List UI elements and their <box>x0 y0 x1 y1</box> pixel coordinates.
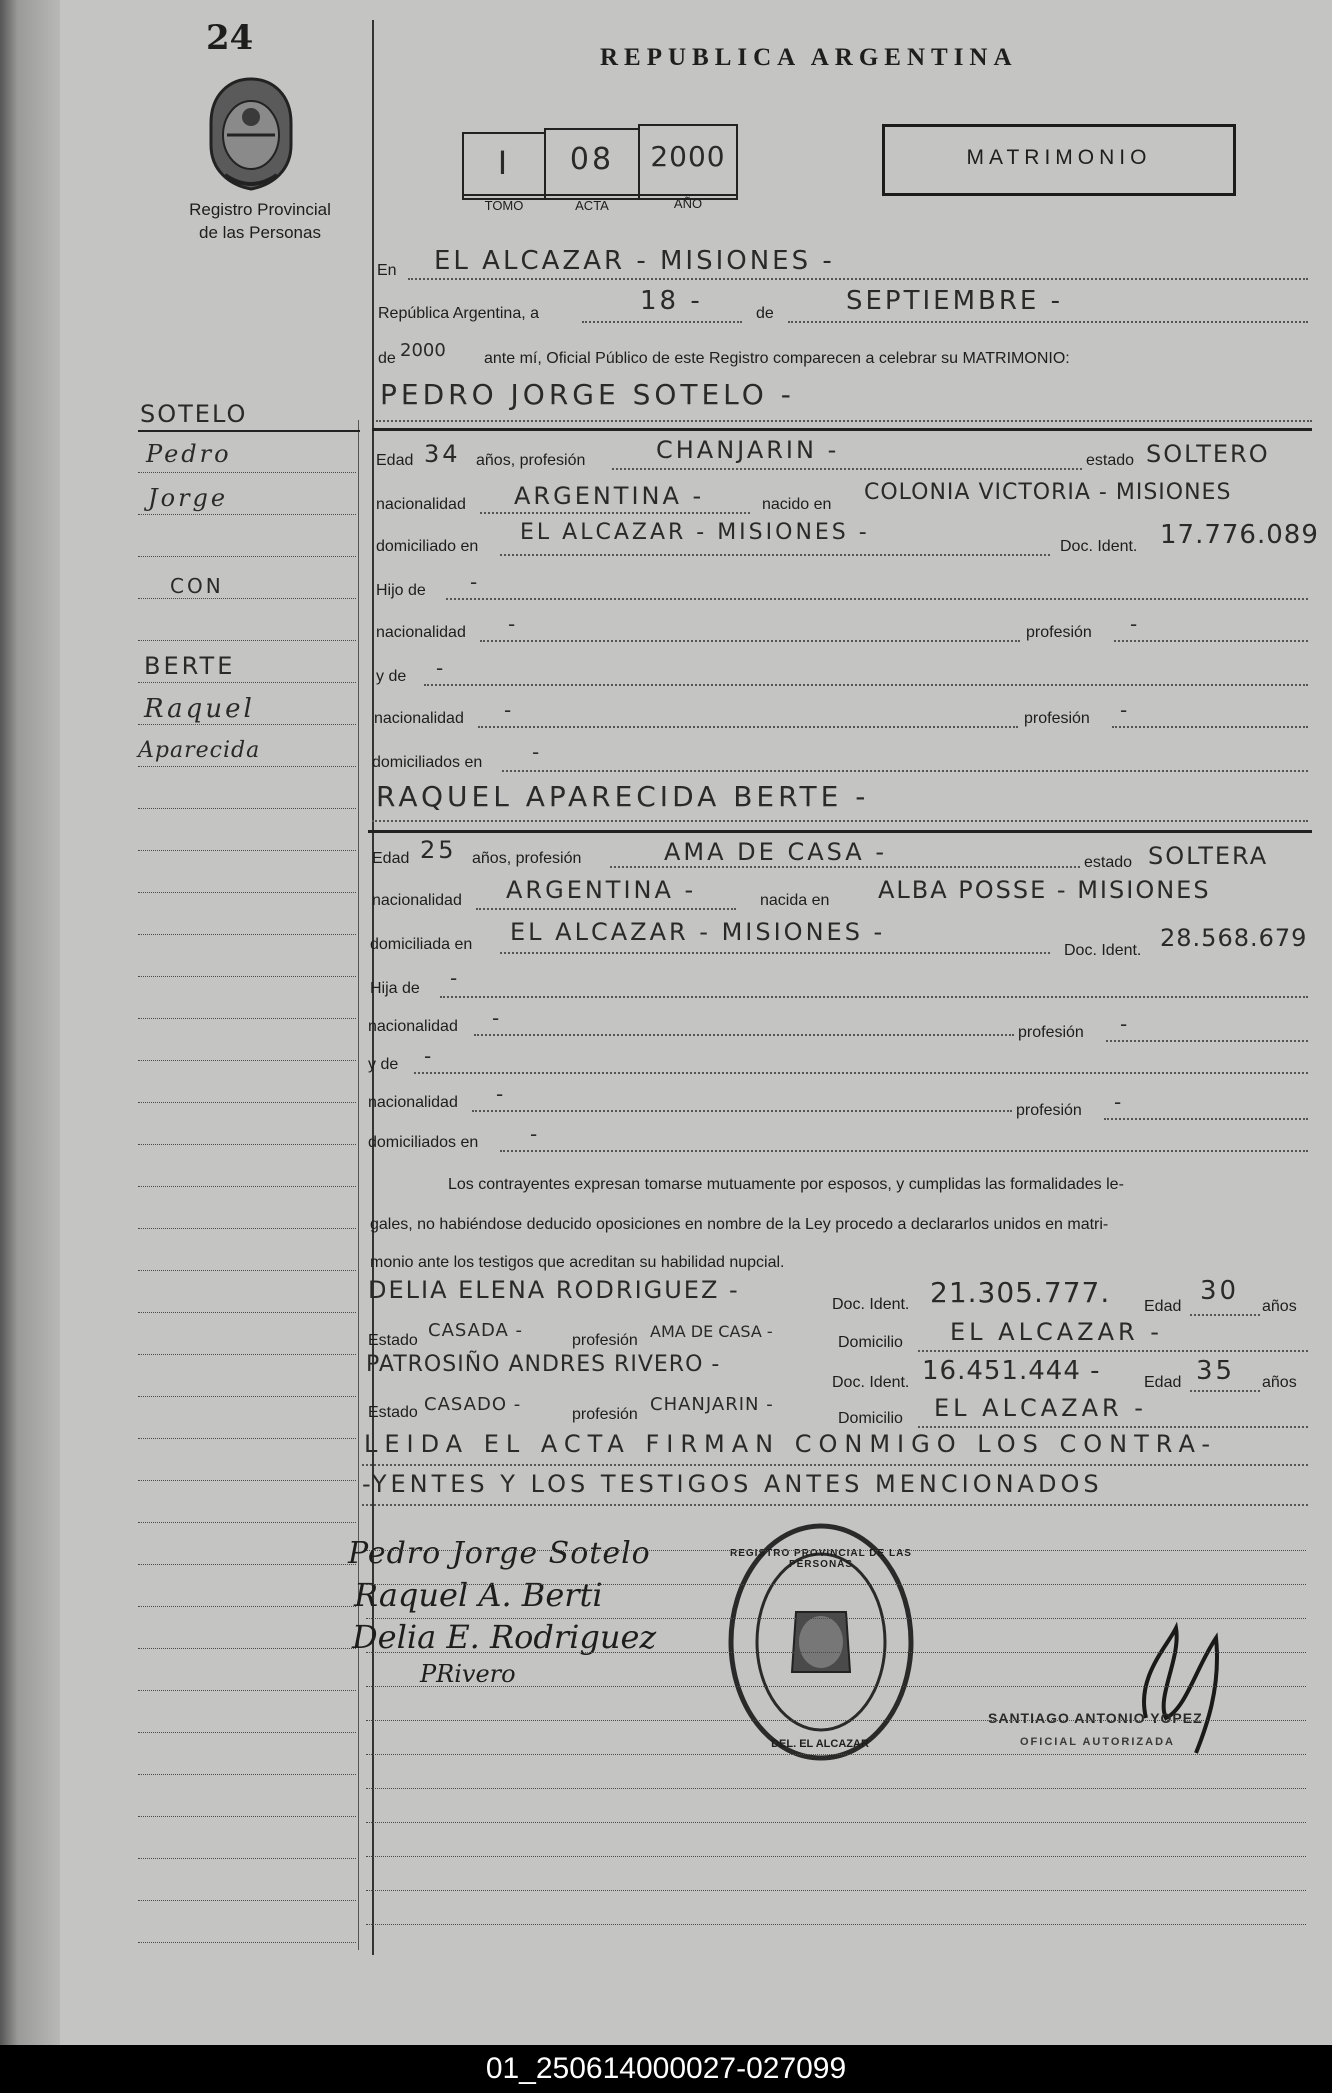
witness1-domicilio: EL ALCAZAR - <box>950 1318 1163 1346</box>
acta-label: ACTA <box>575 198 609 213</box>
bride-domicilio: EL ALCAZAR - MISIONES - <box>510 918 886 946</box>
margin-ruled-line <box>138 1186 356 1187</box>
witness2-profesion: CHANJARIN - <box>650 1394 774 1415</box>
groom-prof3-value: - <box>1120 698 1131 722</box>
witness2-edad: 35 <box>1196 1356 1236 1386</box>
margin-ruled-line <box>138 1648 356 1649</box>
bride-nacionalidad: ARGENTINA - <box>506 876 697 904</box>
closing-line2: -YENTES Y LOS TESTIGOS ANTES MENCIONADOS <box>362 1470 1103 1498</box>
country-title: REPUBLICA ARGENTINA <box>600 44 1018 71</box>
marriage-place: EL ALCAZAR - MISIONES - <box>434 246 835 276</box>
ante-text: ante mí, Oficial Público de este Registro comparecen a celebrar su MATRIMONIO: <box>484 350 1070 367</box>
bride-estado-label: estado <box>1084 854 1133 871</box>
marriage-year: 2000 <box>400 340 446 361</box>
margin-ruled-line <box>138 766 356 767</box>
republica-label: República Argentina, a <box>378 305 539 322</box>
declaration-line1: Los contrayentes expresan tomarse mutuamente por esposos, y cumplidas las formalidades le- <box>448 1176 1124 1193</box>
margin-ruled-line <box>138 808 356 809</box>
declaration-line3: monio ante los testigos que acreditan su habilidad nupcial. <box>370 1254 785 1271</box>
witness2-edad-label: Edad <box>1144 1374 1182 1391</box>
margin-ruled-line <box>138 1564 356 1565</box>
groom-nac2-label: nacionalidad <box>376 624 466 641</box>
registry-name-line2: de las Personas <box>199 223 321 242</box>
margin-ruled-line <box>138 1438 356 1439</box>
margin-ruled-line <box>138 1774 356 1775</box>
margin-ruled-line <box>138 1312 356 1313</box>
bride-section-rule <box>368 830 1312 833</box>
margin-con: CON <box>170 574 224 598</box>
groom-name: PEDRO JORGE SOTELO - <box>380 378 795 411</box>
witness1-profesion-label: profesión <box>572 1332 638 1349</box>
body-ruled-line <box>366 1652 1306 1653</box>
margin-ruled-line <box>138 1480 356 1481</box>
witness1-edad-label: Edad <box>1144 1298 1182 1315</box>
groom-prof3-label: profesión <box>1024 710 1090 727</box>
bride-edad-label: Edad <box>372 850 410 867</box>
groom-nacido-label: nacido en <box>762 496 832 513</box>
margin-spouse-first1: Raquel <box>144 694 255 724</box>
witness1-name: DELIA ELENA RODRIGUEZ - <box>368 1276 740 1304</box>
groom-edad-label: Edad <box>376 452 414 469</box>
groom-nacido: COLONIA VICTORIA - MISIONES <box>864 480 1232 505</box>
groom-yde-label: y de <box>376 668 407 685</box>
bride-name: RAQUEL APARECIDA BERTE - <box>376 780 870 813</box>
bride-nac2-value: - <box>492 1006 503 1030</box>
margin-rule <box>358 420 359 1950</box>
bride-prof3-value: - <box>1114 1090 1125 1114</box>
margin-ruled-line <box>138 1270 356 1271</box>
witness1-estado: CASADA - <box>428 1320 524 1341</box>
margin-ruled-line <box>138 1102 356 1103</box>
margin-ruled-line <box>138 1606 356 1607</box>
witness2-estado: CASADO - <box>424 1394 522 1415</box>
bride-prof3-label: profesión <box>1016 1102 1082 1119</box>
witness2-doc-label: Doc. Ident. <box>832 1374 910 1391</box>
groom-hijo-value: - <box>470 570 481 594</box>
official-name: SANTIAGO ANTONIO YOPEZ <box>988 1710 1203 1726</box>
margin-ruled-line <box>138 1942 356 1943</box>
groom-section-rule <box>372 428 1312 431</box>
margin-ruled-line <box>138 724 356 725</box>
margin-ruled-line <box>138 1858 356 1859</box>
groom-nac2-value: - <box>508 612 519 636</box>
body-ruled-line <box>366 1618 1306 1619</box>
bride-nacida-label: nacida en <box>760 892 830 909</box>
margin-first1: Pedro <box>146 440 232 468</box>
margin-ruled-line <box>138 934 356 935</box>
record-type: MATRIMONIO <box>966 146 1152 169</box>
margin-ruled-line <box>138 1816 356 1817</box>
seal-ring-text: REGISTRO PROVINCIAL DE LAS PERSONAS <box>730 1548 912 1570</box>
margin-ruled-line <box>138 1900 356 1901</box>
witness1-doc: 21.305.777. <box>930 1276 1111 1309</box>
body-ruled-line <box>366 1788 1306 1789</box>
groom-estado: SOLTERO <box>1146 440 1270 468</box>
bride-nac3-label: nacionalidad <box>368 1094 458 1111</box>
margin-ruled-line <box>138 1522 356 1523</box>
signature-groom: Pedro Jorge Sotelo <box>348 1536 651 1571</box>
bride-domiciliados-label: domiciliados en <box>368 1134 479 1151</box>
witness2-name: PATROSIÑO ANDRES RIVERO - <box>366 1352 721 1377</box>
bride-domiciliada-label: domiciliada en <box>370 936 473 953</box>
witness2-profesion-label: profesión <box>572 1406 638 1423</box>
groom-prof2-value: - <box>1130 612 1141 636</box>
witness1-anos-label: años <box>1262 1298 1297 1315</box>
groom-yde-value: - <box>436 656 447 680</box>
witness2-doc: 16.451.444 - <box>922 1356 1101 1386</box>
margin-ruled-line <box>138 640 356 641</box>
groom-domicilio: EL ALCAZAR - MISIONES - <box>520 520 870 545</box>
groom-nacionalidad: ARGENTINA - <box>514 482 705 510</box>
signature-bride: Raquel A. Berti <box>354 1576 603 1614</box>
closing-line1: LEIDA EL ACTA FIRMAN CONMIGO LOS CONTRA- <box>364 1430 1218 1458</box>
body-ruled-line <box>366 1924 1306 1925</box>
tomo-label: TOMO <box>484 198 524 213</box>
margin-spouse-first2: Aparecida <box>138 738 261 763</box>
bride-prof2-value: - <box>1120 1012 1131 1036</box>
bride-nac3-value: - <box>496 1082 507 1106</box>
bride-profesion: AMA DE CASA - <box>664 838 888 866</box>
margin-ruled-line <box>138 1690 356 1691</box>
bride-doc-label: Doc. Ident. <box>1064 942 1142 959</box>
body-ruled-line <box>366 1550 1306 1551</box>
groom-nac3-label: nacionalidad <box>374 710 464 727</box>
ano-label: AÑO <box>673 196 703 211</box>
groom-domiciliados-value: - <box>532 740 543 764</box>
de2-label: de <box>378 350 396 367</box>
groom-hijo-label: Hijo de <box>376 582 426 599</box>
margin-ruled-line <box>138 1732 356 1733</box>
registry-name-line1: Registro Provincial <box>189 200 331 219</box>
margin-first2: Jorge <box>148 484 229 512</box>
seal-bottom-text: DEL. EL ALCAZAR <box>771 1738 869 1750</box>
bride-domiciliados-value: - <box>530 1122 541 1146</box>
witness1-doc-label: Doc. Ident. <box>832 1296 910 1313</box>
body-ruled-line <box>366 1686 1306 1687</box>
margin-ruled-line <box>138 976 356 977</box>
bride-hija-value: - <box>450 966 461 990</box>
en-label: En <box>377 262 397 279</box>
witness1-edad: 30 <box>1200 1276 1240 1306</box>
margin-ruled-line <box>138 556 356 557</box>
margin-ruled-line <box>138 1354 356 1355</box>
margin-ruled-line <box>138 472 356 473</box>
witness1-domicilio-label: Domicilio <box>838 1334 903 1351</box>
margin-ruled-line <box>138 892 356 893</box>
signature-witness1: Delia E. Rodriguez <box>352 1618 657 1656</box>
de-label: de <box>756 305 774 322</box>
marriage-month: SEPTIEMBRE - <box>846 286 1063 316</box>
witness2-domicilio-label: Domicilio <box>838 1410 903 1427</box>
bride-yde-label: y de <box>368 1056 399 1073</box>
bride-nacida: ALBA POSSE - MISIONES <box>878 876 1211 904</box>
ano-value: 2000 <box>650 140 726 173</box>
margin-ruled-line <box>138 1060 356 1061</box>
bride-edad: 25 <box>420 836 457 864</box>
body-ruled-line <box>366 1822 1306 1823</box>
bride-hija-label: Hija de <box>370 980 420 997</box>
marriage-day: 18 - <box>640 286 703 316</box>
coat-of-arms-icon <box>203 75 299 193</box>
margin-surname: SOTELO <box>140 400 248 428</box>
witness2-domicilio: EL ALCAZAR - <box>934 1394 1147 1422</box>
groom-domiciliado-label: domiciliado en <box>376 538 479 555</box>
body-ruled-line <box>366 1856 1306 1857</box>
bride-nacionalidad-label: nacionalidad <box>372 892 462 909</box>
body-ruled-line <box>366 1890 1306 1891</box>
margin-ruled-line <box>138 1144 356 1145</box>
signature-witness2: PRivero <box>420 1660 516 1688</box>
margin-ruled-line <box>138 850 356 851</box>
groom-profesion-label: años, profesión <box>476 452 586 469</box>
groom-estado-label: estado <box>1086 452 1135 469</box>
bride-nac2-label: nacionalidad <box>368 1018 458 1035</box>
bride-prof2-label: profesión <box>1018 1024 1084 1041</box>
tomo-value: I <box>497 144 511 182</box>
file-id-caption: 01_250614000027-027099 <box>0 2045 1332 2093</box>
groom-edad: 34 <box>424 440 461 468</box>
body-ruled-line <box>366 1754 1306 1755</box>
body-ruled-line <box>366 1584 1306 1585</box>
acta-value: 08 <box>569 142 615 177</box>
margin-ruled-line <box>138 1018 356 1019</box>
declaration-line2: gales, no habiéndose deducido oposiciones en nombre de la Ley procedo a declararlos unidos en matri- <box>370 1216 1109 1233</box>
witness1-profesion: AMA DE CASA - <box>650 1322 773 1341</box>
margin-ruled-line <box>138 598 356 599</box>
margin-ruled-line <box>138 514 356 515</box>
body-ruled-line <box>366 1720 1306 1721</box>
groom-doc-label: Doc. Ident. <box>1060 538 1138 555</box>
groom-nacionalidad-label: nacionalidad <box>376 496 466 513</box>
margin-ruled-line <box>138 682 356 683</box>
margin-ruled-line <box>138 1396 356 1397</box>
margin-spouse-surname: BERTE <box>144 652 236 680</box>
witness2-estado-label: Estado <box>368 1404 418 1421</box>
groom-doc: 17.776.089 <box>1160 520 1319 550</box>
official-title: OFICIAL AUTORIZADA <box>1020 1736 1175 1748</box>
groom-domiciliados-label: domiciliados en <box>372 754 483 771</box>
groom-prof2-label: profesión <box>1026 624 1092 641</box>
bride-profesion-label: años, profesión <box>472 850 582 867</box>
bride-estado: SOLTERA <box>1148 842 1269 870</box>
margin-ruled-line <box>138 1228 356 1229</box>
groom-profesion: CHANJARIN - <box>656 436 840 464</box>
page-number: 24 <box>206 18 254 58</box>
bride-yde-value: - <box>424 1044 435 1068</box>
groom-nac3-value: - <box>504 698 515 722</box>
witness2-anos-label: años <box>1262 1374 1297 1391</box>
witness1-estado-label: Estado <box>368 1332 418 1349</box>
bride-doc: 28.568.679 <box>1160 924 1308 952</box>
